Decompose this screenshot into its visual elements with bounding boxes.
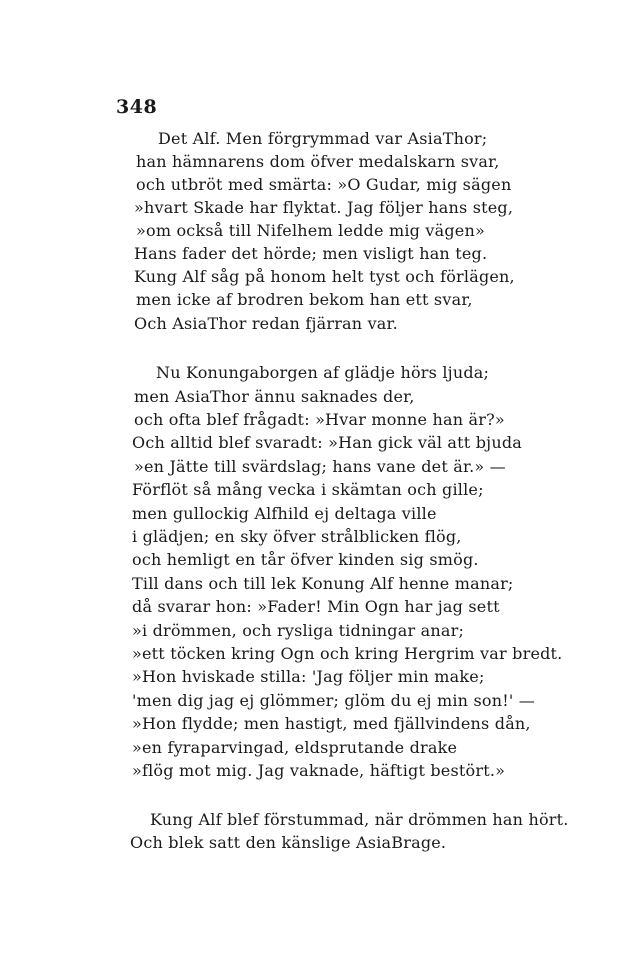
verse-line: och ofta blef frågadt: »Hvar monne han är?»: [134, 410, 505, 429]
verse-line: Till dans och till lek Konung Alf henne manar;: [132, 574, 514, 593]
verse-line: 'men dig jag ej glömmer; glöm du ej min son!' —: [132, 691, 535, 710]
verse-line: Och blek satt den känslige AsiaBrage.: [130, 833, 447, 852]
verse-line: »i drömmen, och rysliga tidningar anar;: [132, 621, 465, 640]
verse-line: »en Jätte till svärdslag; hans vane det är.» —: [134, 457, 506, 476]
verse-line: Och alltid blef svaradt: »Han gick väl att bjuda: [132, 433, 523, 452]
verse-line: »hvart Skade har flyktat. Jag följer hans steg,: [134, 198, 514, 217]
verse-line: »Hon hviskade stilla: 'Jag följer min make;: [132, 667, 485, 686]
verse-line: Förflöt så mång vecka i skämtan och gille;: [132, 480, 484, 499]
verse-line: »flög mot mig. Jag vaknade, häftigt bestört.»: [132, 761, 506, 780]
verse-line: då svarar hon: »Fader! Min Ogn har jag sett: [132, 597, 500, 616]
verse-line: i glädjen; en sky öfver strålblicken flög,: [132, 527, 462, 546]
verse-line: Det Alf. Men förgrymmad var AsiaThor;: [158, 129, 488, 148]
verse-line: Kung Alf blef förstummad, när drömmen han hört.: [150, 810, 569, 829]
verse-line: »en fyraparvingad, eldsprutande drake: [132, 738, 458, 757]
verse-line: »ett töcken kring Ogn och kring Hergrim var bredt.: [132, 644, 563, 663]
verse-line: men AsiaThor ännu saknades der,: [134, 387, 415, 406]
page-number: 348: [116, 96, 158, 118]
verse-line: Nu Konungaborgen af glädje hörs ljuda;: [156, 363, 490, 382]
verse-line: Och AsiaThor redan fjärran var.: [134, 314, 398, 333]
verse-line: och hemligt en tår öfver kinden sig smög.: [132, 550, 479, 569]
verse-line: Hans fader det hörde; men visligt han teg.: [134, 244, 488, 263]
verse-line: men gullockig Alfhild ej deltaga ville: [132, 504, 437, 523]
verse-line: Kung Alf såg på honom helt tyst och förlägen,: [134, 267, 515, 286]
verse-line: »Hon flydde; men hastigt, med fjällvindens dån,: [132, 714, 531, 733]
verse-line: »om också till Nifelhem ledde mig vägen»: [136, 221, 485, 240]
verse-line: och utbröt med smärta: »O Gudar, mig sägen: [136, 175, 512, 194]
verse-line: men icke af brodren bekom han ett svar,: [136, 290, 473, 309]
verse-line: han hämnarens dom öfver medalskarn svar,: [136, 152, 500, 171]
